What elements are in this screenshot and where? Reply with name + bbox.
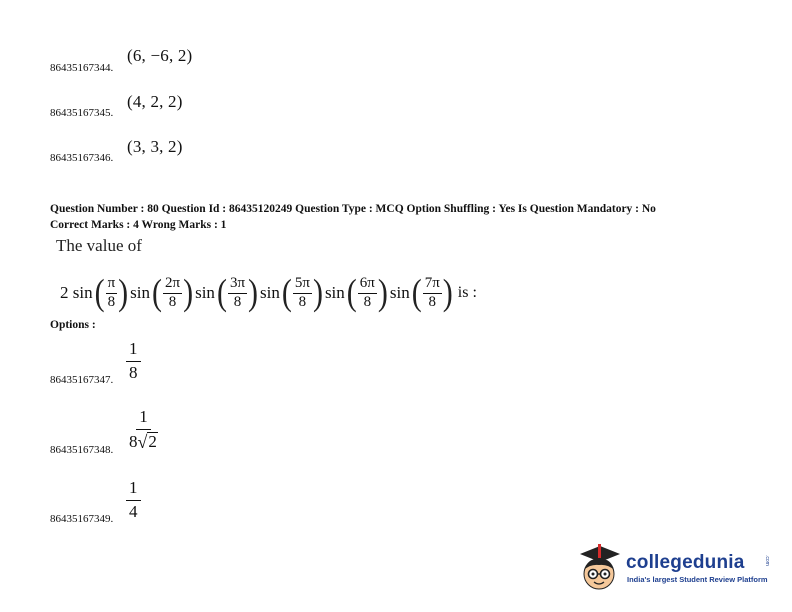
option-349-den: 4 [129, 501, 138, 521]
term-1-num: π [106, 276, 118, 294]
term-5-num: 6π [358, 276, 377, 294]
option-id-344: 86435167344. [50, 62, 114, 74]
question-prompt: The value of [56, 236, 142, 255]
option-text-344: (6, −6, 2) [127, 46, 193, 65]
logo-tagline: India's largest Student Review Platform [627, 575, 768, 584]
option-id-346: 86435167346. [50, 152, 114, 164]
option-text-345: (4, 2, 2) [127, 92, 183, 111]
option-id-347: 86435167347. [50, 374, 114, 386]
expr-term-4: ( $\frac{5\pi}{8}$ ) [281, 271, 323, 313]
option-value-347 [126, 340, 141, 382]
option-id-345: 86435167345. [50, 107, 114, 119]
expr-fn-3: sin [195, 283, 215, 302]
collegedunia-logo [572, 540, 782, 596]
logo-dotcom: .com [764, 555, 770, 566]
expr-fn-2: sin [130, 283, 151, 302]
term-2-num: 2π [163, 276, 182, 294]
expr-tail: is : [457, 284, 477, 301]
term-4-den: 8 [298, 293, 307, 310]
term-1-den: 8 [107, 293, 116, 310]
expr-term-1: ( $\frac{\pi}{8}$ ) [94, 271, 129, 313]
expr-term-6: ( $\frac{7\pi}{8}$ ) [411, 271, 453, 313]
sqrt-symbol: √ [137, 432, 148, 453]
term-4-num: 5π [293, 276, 312, 294]
expr-leading: 2 sin [60, 283, 93, 302]
option-text-346: (3, 3, 2) [127, 137, 183, 156]
term-5-den: 8 [363, 293, 372, 310]
options-label: Options : [50, 319, 96, 331]
term-6-num: 7π [423, 276, 442, 294]
term-6-den: 8 [428, 293, 436, 310]
question-meta-line1: Question Number : 80 Question Id : 86435120249 Question Type : MCQ Option Shuffling : Yes Is Question Mandatory : No [50, 203, 656, 215]
term-2-den: 8 [168, 293, 177, 310]
expr-fn-6: sin [389, 283, 410, 302]
question-expression [58, 268, 479, 318]
expr-fn-4: sin [260, 283, 280, 302]
option-value-349 [126, 479, 141, 521]
logo-wordmark: collegedunia [626, 552, 745, 573]
option-id-349: 86435167349. [50, 513, 114, 525]
option-347-num: 1 [126, 340, 141, 362]
option-id-348: 86435167348. [50, 444, 114, 456]
expr-term-5: ( $\frac{6\pi}{8}$ ) [346, 271, 388, 313]
option-349-num: 1 [126, 479, 141, 501]
option-348-den-prefix: 8 [129, 431, 138, 451]
term-3-den: 8 [233, 293, 242, 310]
question-meta-line2: Correct Marks : 4 Wrong Marks : 1 [50, 219, 227, 231]
expr-term-2: ( $\frac{2\pi}{8}$ ) [152, 271, 194, 313]
expr-fn-5: sin [324, 283, 345, 302]
option-value-348 [126, 408, 161, 451]
option-348-radicand: 2 [148, 431, 157, 451]
term-3-num: 3π [228, 276, 247, 294]
option-347-den: 8 [129, 362, 138, 382]
mascot-icon [572, 540, 626, 596]
option-348-num: 1 [136, 408, 151, 430]
expr-term-3: ( $\frac{3\pi}{8}$ ) [216, 271, 259, 313]
